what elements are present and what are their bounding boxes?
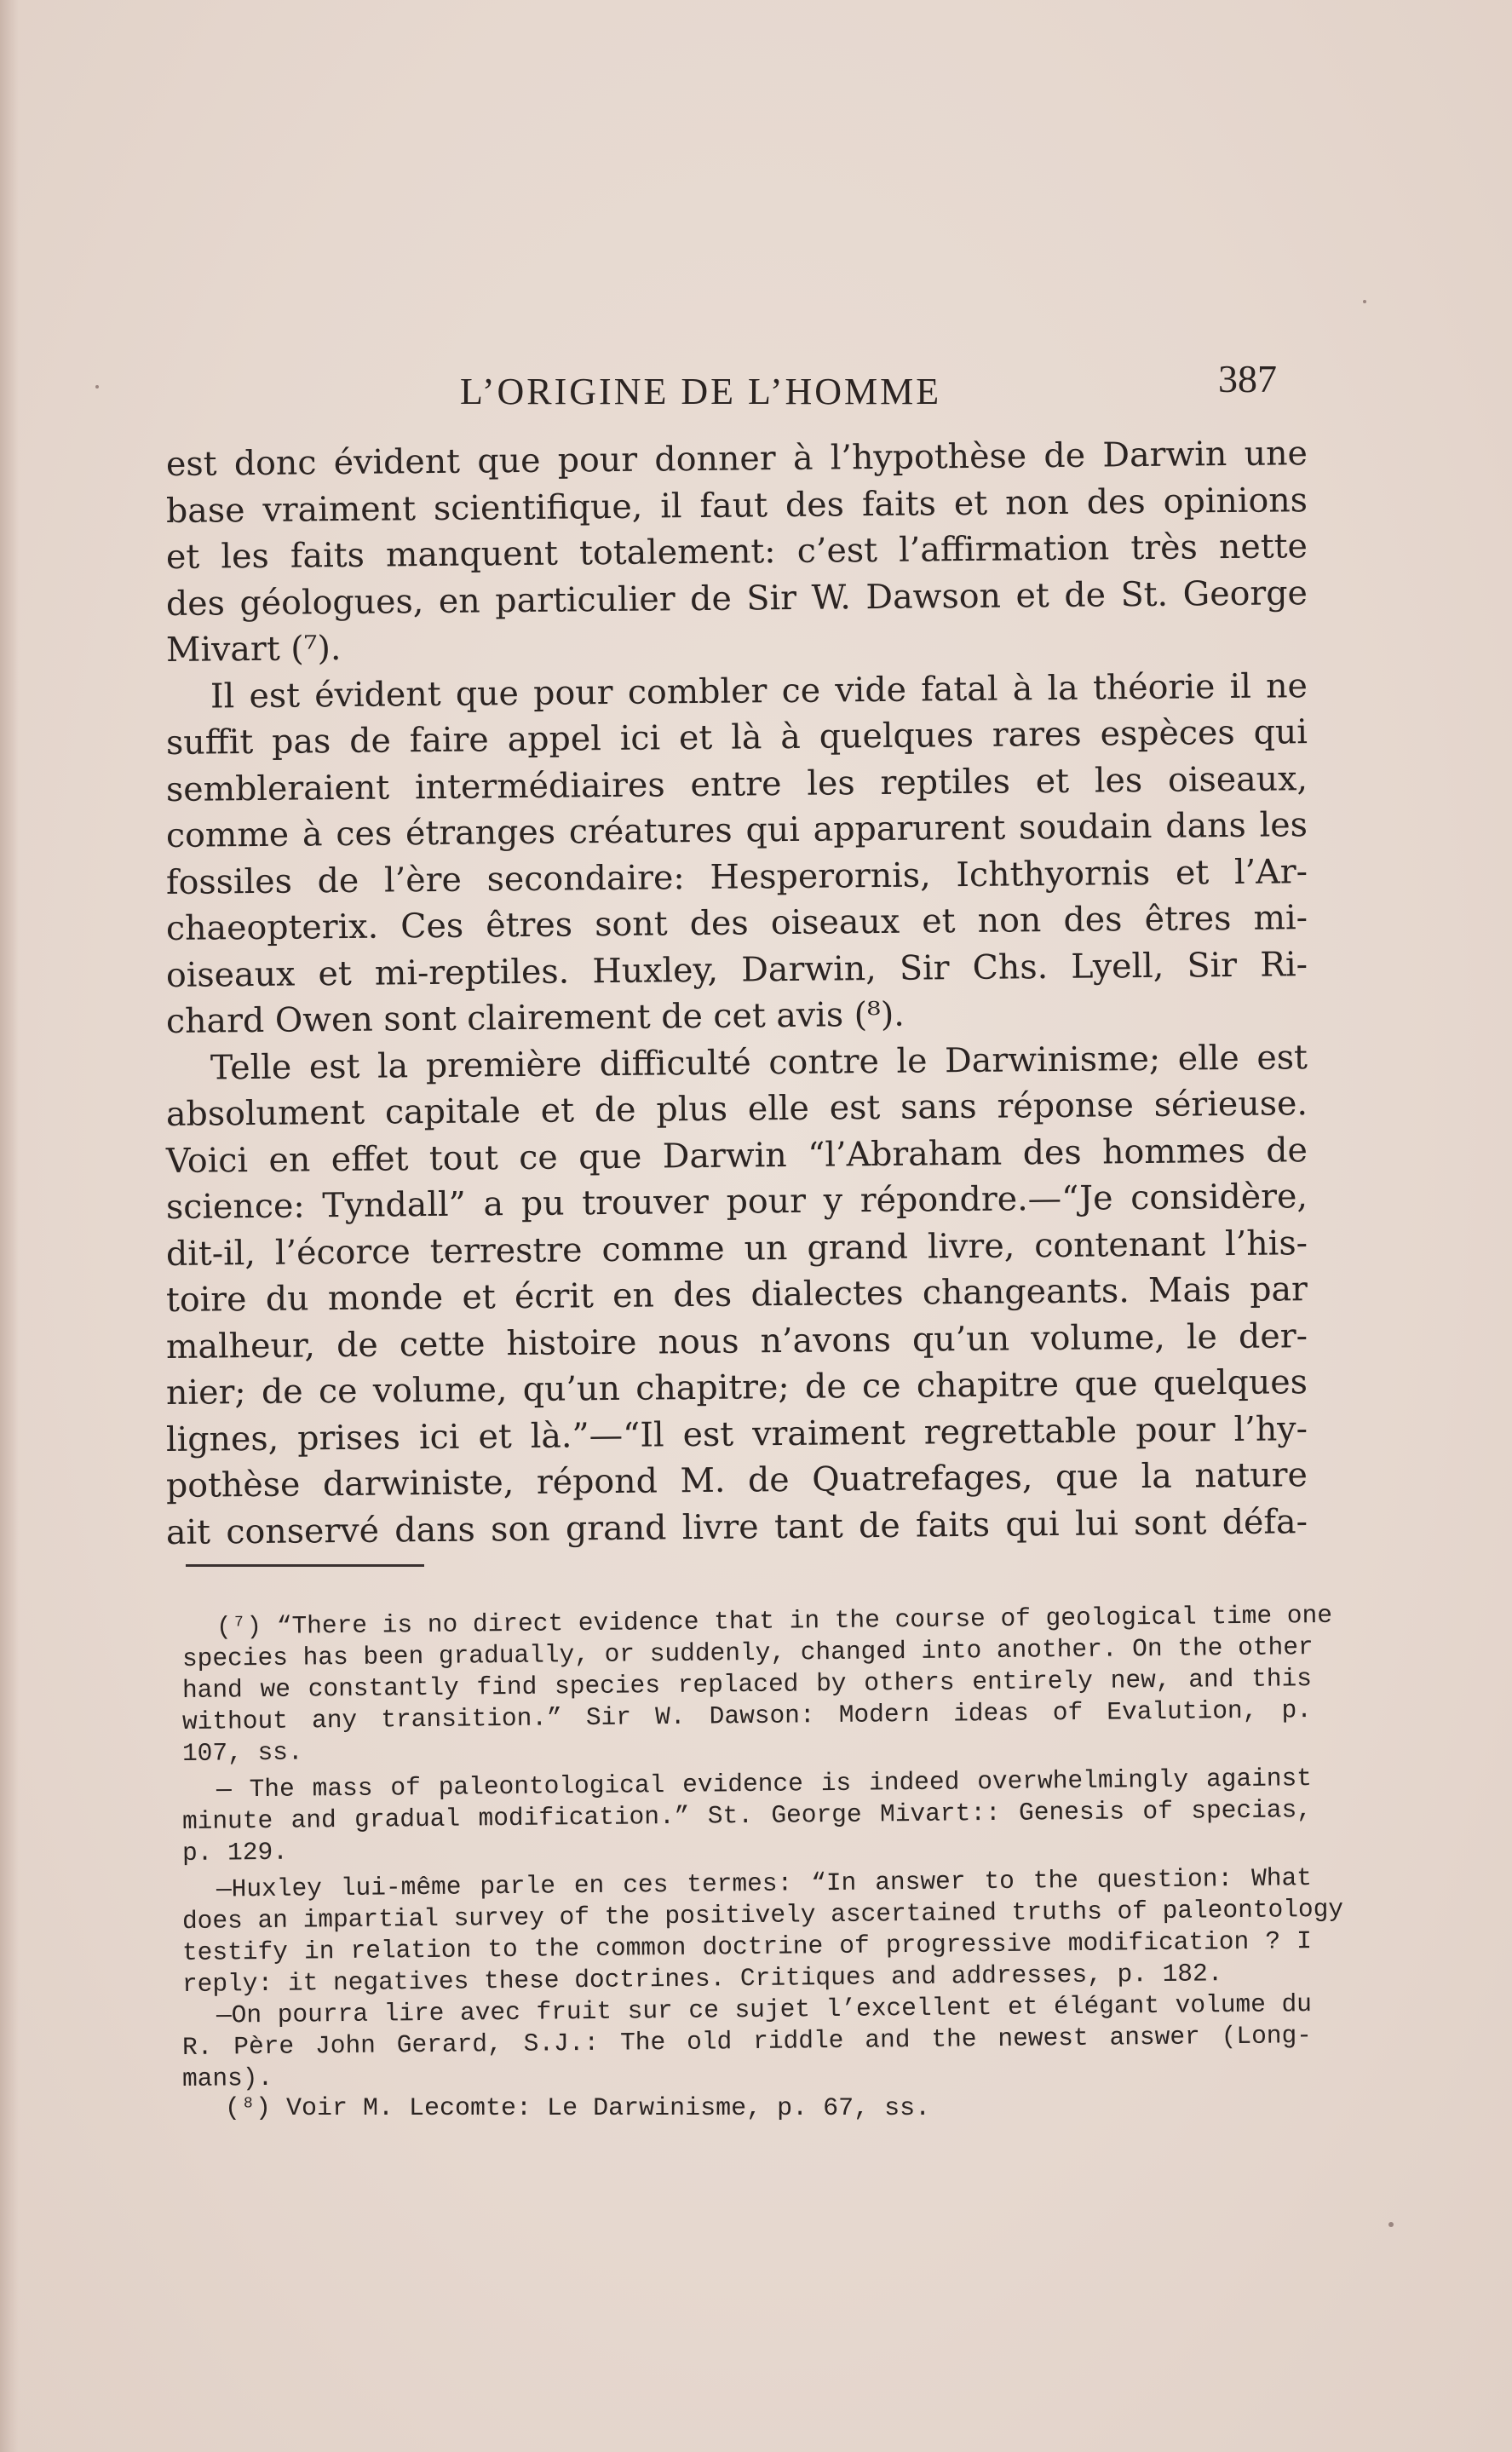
footnote-line: mans). (181, 2063, 273, 2093)
body-line: comme à ces étranges créatures qui apparurent soudain dans les (165, 805, 1308, 855)
body-line: sembleraient intermédiaires entre les reptiles et les oiseaux, (165, 758, 1308, 809)
footnote-line: minute and gradual modification.” St. George Mivart:: Genesis of specias, (181, 1795, 1313, 1836)
footnote-line: testify in relation to the common doctrine of progressive modification ? I (181, 1926, 1313, 1967)
running-title: L’ORIGINE DE L’HOMME (460, 371, 942, 412)
footnote-line: —On pourra lire avec fruit sur ce sujet l’excellent et élégant volume du (216, 1989, 1313, 2030)
footnote-rule (186, 1564, 424, 1567)
body-line: oiseaux et mi-reptiles. Huxley, Darwin, Sir Chs. Lyell, Sir Ri- (165, 944, 1308, 995)
body-line: Telle est la première difficulté contre le Darwinisme; elle est (210, 1037, 1308, 1087)
body-line: Voici en effet tout ce que Darwin “l’Abraham des hommes de (165, 1130, 1308, 1181)
footnote-8: (⁸) Voir M. Lecomte: Le Darwinisme, p. 67, ss. (225, 2094, 931, 2123)
body-line: fossiles de l’ère secondaire: Hesperornis, Ichthyornis et l’Ar- (165, 851, 1308, 902)
body-line: science: Tyndall” a pu trouver pour y répondre.—“Je considère, (165, 1177, 1308, 1227)
footnote-line: (⁷) “There is no direct evidence that in the course of geological time one (216, 1600, 1333, 1642)
body-line: et les faits manquent totalement: c’est l’affirmation très nette (165, 527, 1308, 577)
body-line: ait conservé dans son grand livre tant de faits qui lui sont défa- (165, 1501, 1308, 1552)
paper-speck (95, 385, 99, 389)
footnote-line: p. 129. (181, 1837, 289, 1868)
body-line: chaeopterix. Ces êtres sont des oiseaux et non des êtres mi- (165, 898, 1308, 948)
page-gutter-shadow (0, 0, 19, 2452)
running-head (170, 356, 1295, 416)
body-line: suffit pas de faire appel ici et là à quelques rares espèces qui (165, 712, 1308, 763)
body-line: base vraiment scientifique, il faut des faits et non des opinions (165, 480, 1308, 531)
body-line: chard Owen sont clairement de cet avis (⁸). (165, 994, 905, 1041)
body-line: dit-il, l’écorce terrestre comme un grand livre, contenant l’his- (165, 1223, 1308, 1274)
body-line: des géologues, en particulier de Sir W. Dawson et de St. George (165, 573, 1308, 624)
body-line: toire du monde et écrit en des dialectes changeants. Mais par (165, 1269, 1308, 1320)
body-line: malheur, de cette histoire nous n’avons qu’un volume, le der- (165, 1315, 1308, 1367)
footnote-line: —Huxley lui-même parle en ces termes: “In answer to the question: What (216, 1863, 1313, 1904)
footnotes (181, 1600, 1344, 2095)
footnote-line: hand we constantly find species replaced by others entirely new, and this (181, 1664, 1313, 1705)
body-line: est donc évident que pour donner à l’hypothèse de Darwin une (165, 434, 1308, 484)
footnote-line: 107, ss. (181, 1737, 303, 1768)
page-number: 387 (1218, 357, 1277, 400)
footnote-line: without any transition.” Sir W. Dawson: Modern ideas of Evalution, p. (181, 1695, 1313, 1736)
body-text (165, 434, 1308, 1556)
footnote-line: R. Père John Gerard, S.J.: The old riddle and the newest answer (Long- (181, 2021, 1313, 2062)
footnote-line: does an impartial survey of the positively ascertained truths of paleontology (181, 1894, 1344, 1936)
footnote-line: — The mass of paleontological evidence is indeed overwhelmingly against (216, 1764, 1313, 1804)
paper-speck (1363, 300, 1366, 303)
body-line: Mivart (⁷). (165, 629, 342, 670)
body-line: Il est évident que pour combler ce vide fatal à la théorie il ne (210, 665, 1308, 716)
body-line: absolument capitale et de plus elle est sans réponse sérieuse. (165, 1084, 1308, 1134)
footnote-line: reply: it negatives these doctrines. Critiques and addresses, p. 182. (181, 1959, 1223, 1999)
paper-speck (1388, 2222, 1394, 2227)
footnote-line: species has been gradually, or suddenly, changed into another. On the other (181, 1632, 1314, 1673)
body-line: pothèse darwiniste, répond M. de Quatrefages, que la nature (165, 1455, 1308, 1505)
body-line: nier; de ce volume, qu’un chapitre; de ce chapitre que quelques (165, 1362, 1308, 1413)
body-line: lignes, prises ici et là.”—“Il est vraiment regrettable pour l’hy- (165, 1408, 1308, 1459)
